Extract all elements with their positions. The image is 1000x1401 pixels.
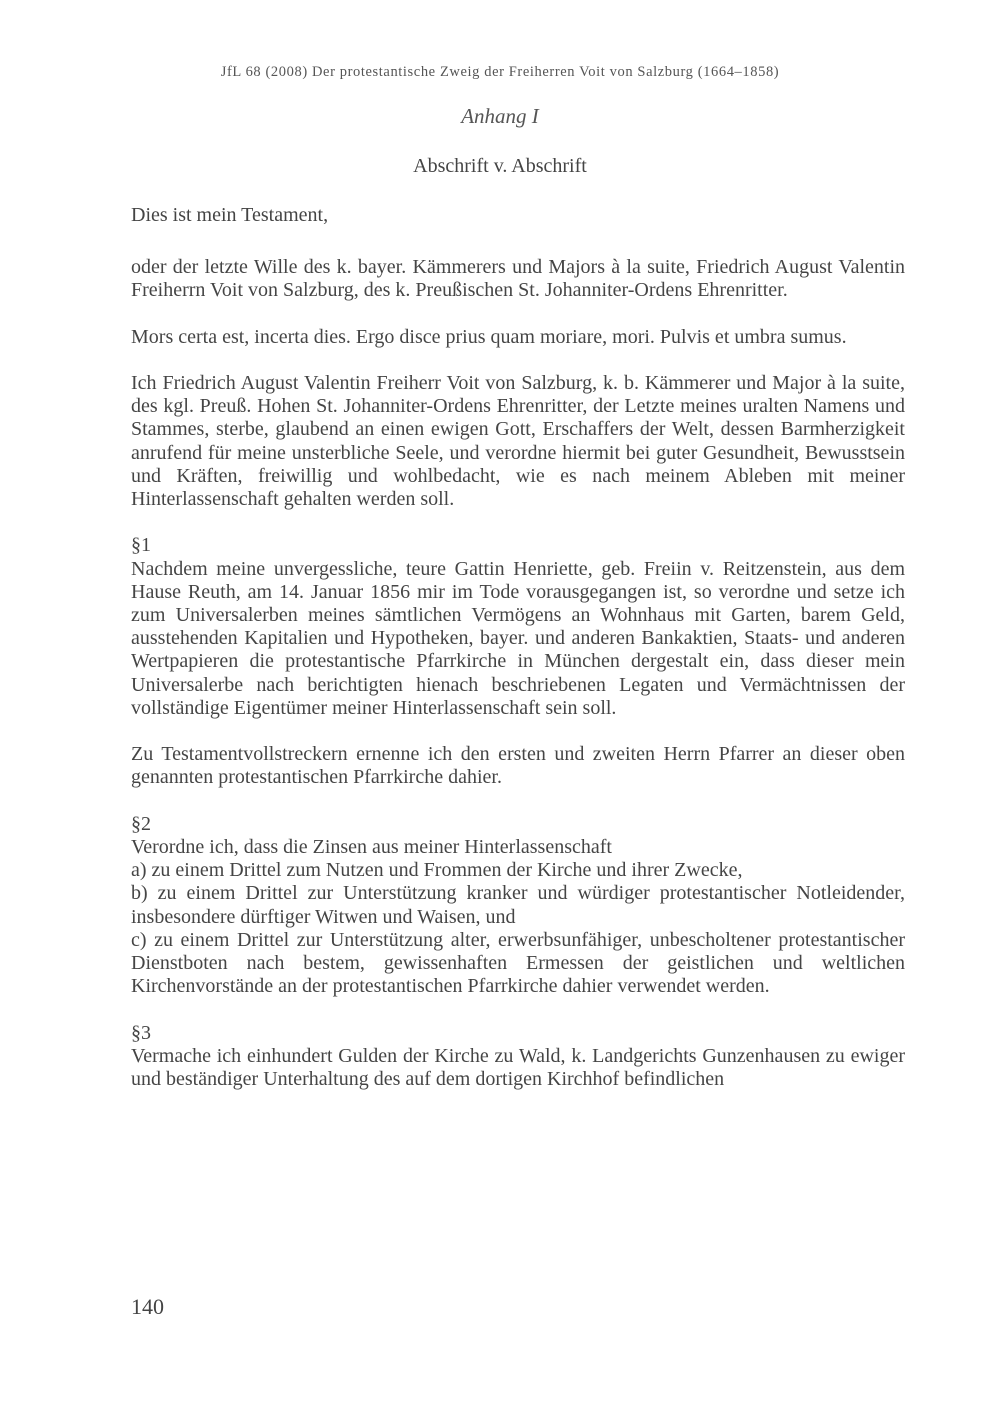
section-1-mark: §1 (131, 534, 151, 557)
section-2-lead: Verordne ich, dass die Zinsen aus meiner Hinterlassenschaft (131, 836, 612, 858)
page-number: 140 (131, 1294, 164, 1319)
executors-paragraph: Zu Testamentvollstreckern ernenne ich den ersten und zweiten Herrn Pfarrer an dieser oben genannten protestantischen Pfarrkirche dahier. (131, 743, 905, 789)
section-2 (131, 813, 905, 999)
appendix-title: Anhang I (461, 104, 539, 128)
running-head: JfL 68 (2008) Der protestantische Zweig der Freiherren Voit von Salzburg (1664–1858) (220, 64, 780, 80)
intro-paragraph: oder der letzte Wille des k. bayer. Kämmerers und Majors à la suite, Friedrich August Valentin Freiherrn Voit von Salzburg, des k. Preußischen St. Johanniter-Ordens Ehrenritter. (131, 256, 905, 302)
section-2-item-a: a) zu einem Drittel zum Nutzen und Frommen der Kirche und ihrer Zwecke, (131, 859, 743, 882)
section-1 (131, 534, 905, 720)
motto-paragraph: Mors certa est, incerta dies. Ergo disce prius quam moriare, mori. Pulvis et umbra sumus. (131, 325, 847, 348)
testament-body (131, 256, 905, 1091)
section-2-item-b: b) zu einem Drittel zur Unterstützung kranker und würdiger protestantischer Notleidender, insbesondere dürftiger Witwen und Waisen, und (131, 882, 905, 928)
section-2-item-c: c) zu einem Drittel zur Unterstützung alter, erwerbsunfähiger, unbescholtener protestantischer Dienstboten nach bestem, gewissenhaften Ermessen der geistlichen und weltlichen Kirchenvorstände an der protestantischen Pfarrkirche dahier verwendet werden. (131, 928, 905, 998)
copy-note: Abschrift v. Abschrift (413, 155, 587, 177)
section-3-mark: §3 (131, 1021, 151, 1044)
section-2-mark: §2 (131, 812, 151, 835)
section-3 (131, 1022, 905, 1092)
section-1-text: Nachdem meine unvergessliche, teure Gattin Henriette, geb. Freiin v. Reitzenstein, aus dem Hause Reuth, am 14. Januar 1856 mir im Tode vorausgegangen ist, so verordne und setze ich zum Universalerben meines sämtlichen Vermögens an Wohnhaus mit Garten, barem Geld, ausstehenden Kapitalien und Hypotheken, bayer. und anderen Bankaktien, Staats- und anderen Wertpapieren die protestantische Pfarrkirche in München dergestalt ein, dass dieser mein Universalerbe nach berichtigten hienach beschriebenen Legaten und Vermächtnissen der vollständige Eigentümer meiner Hinterlassenschaft sein soll. (131, 557, 905, 719)
testament-opening: Dies ist mein Testament, (131, 204, 329, 226)
section-3-text: Vermache ich einhundert Gulden der Kirche zu Wald, k. Landgerichts Gunzenhausen zu ewiger und beständiger Unterhaltung des auf dem dortigen Kirchhof befindlichen (131, 1044, 905, 1091)
declaration-paragraph: Ich Friedrich August Valentin Freiherr Voit von Salzburg, k. b. Kämmerer und Major à la suite, des kgl. Preuß. Hohen St. Johanniter-Ordens Ehrenritter, der Letzte meines uralten Namens und Stammes, sterbe, glaubend an einen ewigen Gott, Erschaffers der Welt, dessen Barmherzigkeit anrufend für meine unsterbliche Seele, und verordne hiermit bei guter Gesundheit, Bewusstsein und Kräften, freiwillig und wohlbedacht, wie es nach meinem Ableben mit meiner Hinterlassenschaft gehalten werden soll. (131, 371, 905, 510)
